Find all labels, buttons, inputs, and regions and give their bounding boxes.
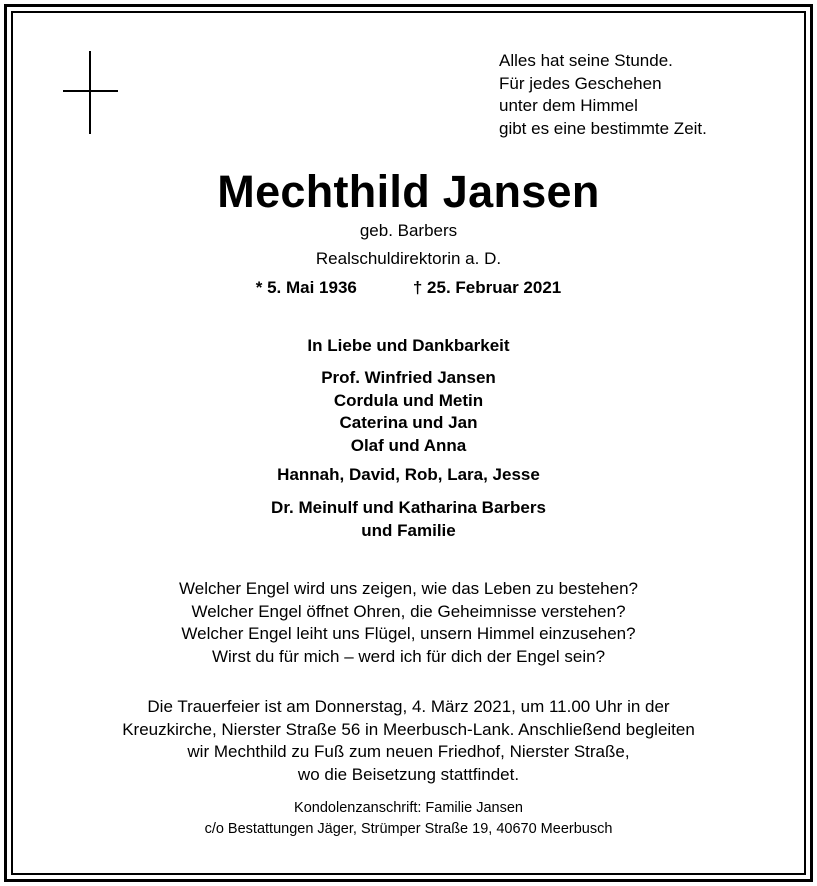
motto-line: Alles hat seine Stunde. bbox=[499, 51, 673, 70]
poem-verse bbox=[0, 578, 817, 668]
birth-name: geb. Barbers bbox=[359, 221, 458, 240]
family-member: Prof. Winfried Jansen bbox=[321, 368, 496, 387]
relative-line: und Familie bbox=[361, 520, 456, 540]
dedication-line: In Liebe und Dankbarkeit bbox=[307, 336, 510, 355]
grandchildren-line: Hannah, David, Rob, Lara, Jesse bbox=[277, 465, 540, 484]
poem-line: Welcher Engel wird uns zeigen, wie das Leben zu bestehen? bbox=[179, 579, 638, 598]
condolence-address bbox=[0, 798, 817, 839]
funeral-line: Kreuzkirche, Nierster Straße 56 in Meerbusch-Lank. Anschließend begleiten bbox=[122, 719, 695, 739]
family-member: Cordula und Metin bbox=[333, 390, 484, 410]
birth-date: * 5. Mai 1936 bbox=[255, 278, 357, 297]
motto-line: gibt es eine bestimmte Zeit. bbox=[499, 118, 707, 138]
motto-verse bbox=[499, 50, 707, 140]
funeral-info bbox=[0, 696, 817, 786]
condolence-line: c/o Bestattungen Jäger, Strümper Straße 19, 40670 Meerbusch bbox=[204, 820, 613, 837]
relative-line: Dr. Meinulf und Katharina Barbers bbox=[271, 498, 546, 517]
motto-line: Für jedes Geschehen bbox=[499, 73, 662, 93]
funeral-line: wir Mechthild zu Fuß zum neuen Friedhof, Nierster Straße, bbox=[187, 742, 630, 761]
funeral-line: wo die Beisetzung stattfindet. bbox=[297, 764, 520, 784]
poem-line: Welcher Engel leiht uns Flügel, unsern Himmel einzusehen? bbox=[181, 624, 636, 643]
cross-icon bbox=[63, 51, 118, 134]
cross-vertical-bar bbox=[89, 51, 91, 134]
family-member: Caterina und Jan bbox=[339, 413, 478, 432]
family-list bbox=[0, 367, 817, 457]
motto-line: unter dem Himmel bbox=[499, 96, 638, 115]
poem-line: Wirst du für mich – werd ich für dich der Engel sein? bbox=[211, 646, 606, 666]
life-dates bbox=[0, 278, 817, 298]
death-date: † 25. Februar 2021 bbox=[412, 278, 562, 297]
funeral-line: Die Trauerfeier ist am Donnerstag, 4. März 2021, um 11.00 Uhr in der bbox=[147, 697, 670, 716]
cross-horizontal-bar bbox=[63, 90, 118, 92]
relatives-list bbox=[0, 497, 817, 542]
poem-line: Welcher Engel öffnet Ohren, die Geheimnisse verstehen? bbox=[191, 601, 626, 621]
family-member: Olaf und Anna bbox=[350, 435, 467, 455]
deceased-name: Mechthild Jansen bbox=[217, 166, 600, 217]
condolence-line: Kondolenzanschrift: Familie Jansen bbox=[294, 800, 523, 816]
professional-title: Realschuldirektorin a. D. bbox=[315, 249, 502, 268]
